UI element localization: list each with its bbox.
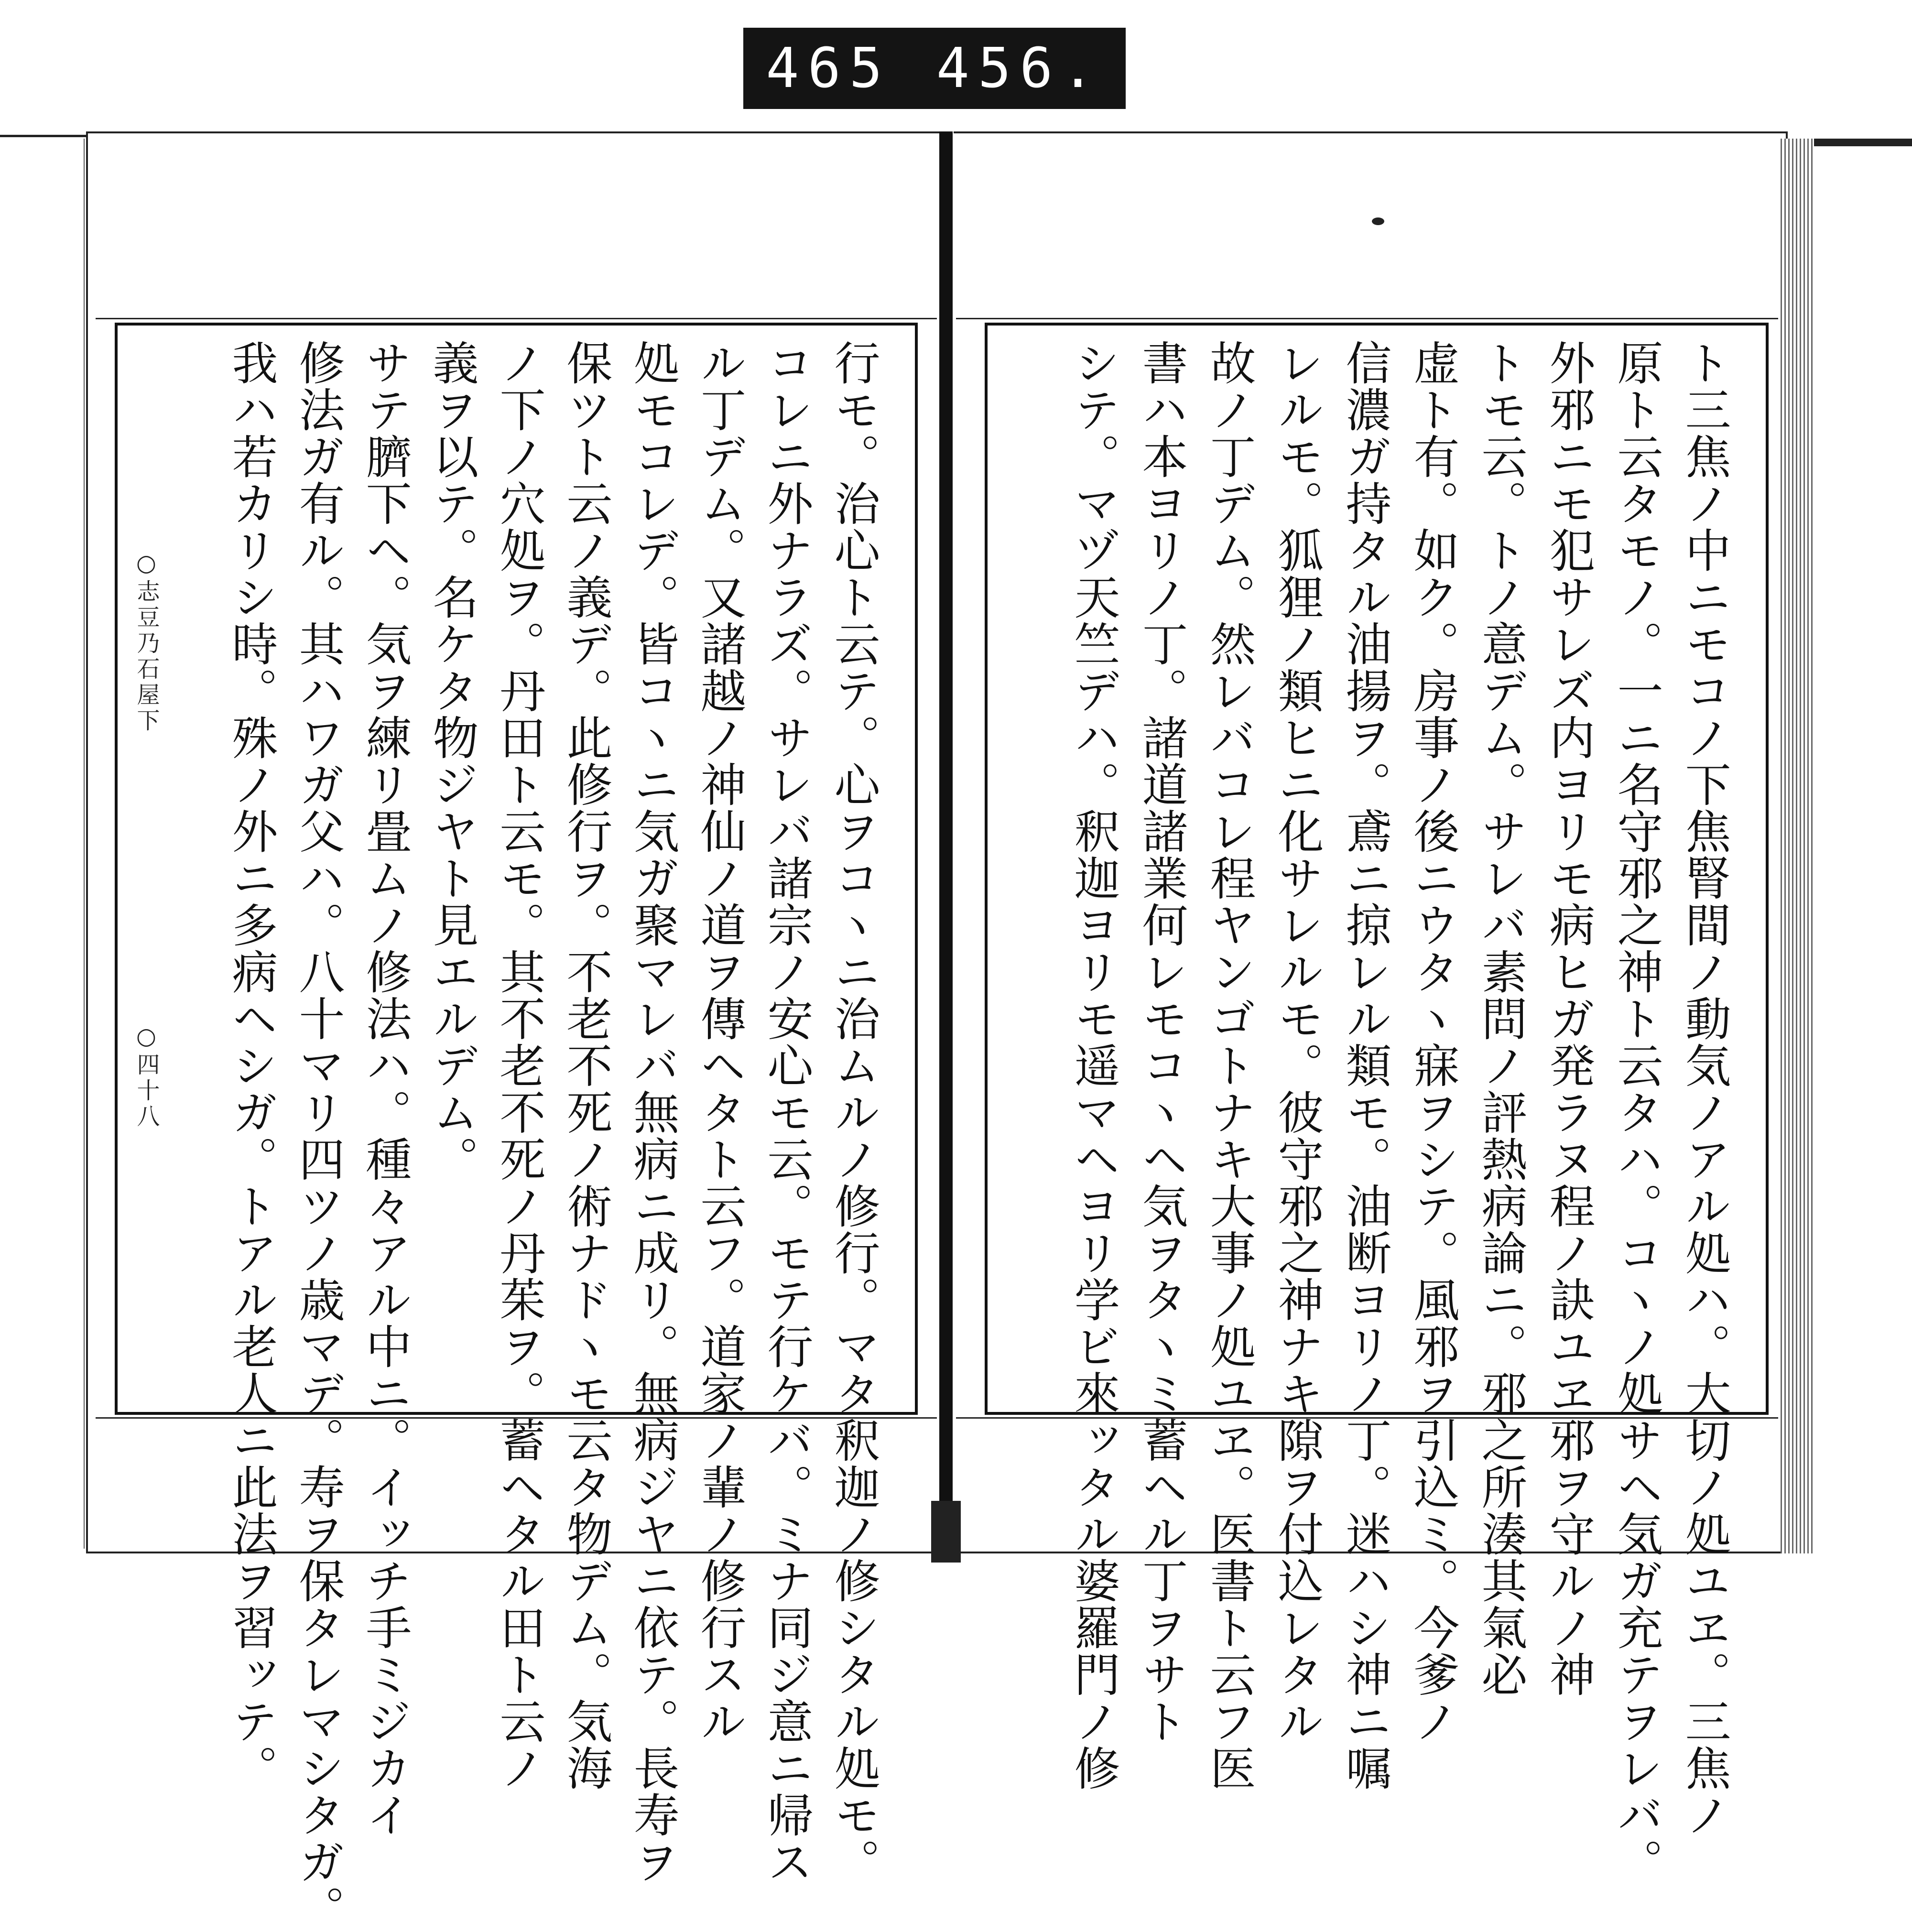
book-gutter-foot — [931, 1501, 961, 1563]
left-col-7: 義ヲ以テ。名ケタ物ジヤト見エルデム。 — [425, 339, 479, 1183]
left-col-10: 我ハ若カリシ時。殊ノ外ニ多病ヘシガ。トアル老人ニ此法ヲ習ッテ。 — [225, 339, 278, 1791]
right-col-7: レルモ。狐狸ノ類ヒニ化サレルモ。彼守邪之神ナキ隙ヲ付込レタル — [1271, 339, 1324, 1745]
left-col-4: 処モコレデ。皆コヽニ気ガ聚マレバ無病ニ成リ。無病ジヤニ依テ。長寿ヲ — [626, 339, 680, 1885]
left-col-1: 行モ。治心ト云テ。心ヲコヽニ治ムルノ修行。マタ釈迦ノ修シタル処モ。 — [827, 339, 880, 1885]
left-col-2: コレニ外ナラズ。サレバ諸宗ノ安心モ云。モテ行ケバ。ミナ同ジ意ニ帰ス — [760, 339, 814, 1885]
left-col-6: ノ下ノ穴処ヲ。丹田ト云モ。其不老不死ノ丹茱ヲ。蓄ヘタル田ト云ノ — [492, 339, 546, 1791]
left-col-8: サテ臍下ヘ。気ヲ練リ畳ムノ修法ハ。種々アル中ニ。イッチ手ミジカイ — [358, 339, 412, 1838]
right-col-3: 外邪ニモ犯サレズ内ヨリモ病ヒガ発ラヌ程ノ訣ユヱ邪ヲ守ルノ神 — [1542, 339, 1596, 1698]
right-col-5: 虚ト有。如ク。房事ノ後ニウタヽ寐ヲシテ。風邪ヲ引込ミ。今爹ノ — [1406, 339, 1460, 1745]
right-col-1: ト三焦ノ中ニモコノ下焦腎間ノ動気ノアル処ハ。大切ノ処ユヱ。三焦ノ — [1678, 339, 1731, 1838]
right-col-8: 故ノ丁デム。然レバコレ程ヤンゴトナキ大事ノ処ユヱ。医書ト云フ医 — [1203, 339, 1256, 1791]
right-col-6: 信濃ガ持タル油揚ヲ。鳶ニ掠レル類モ。油断ヨリノ丁。迷ハシ神ニ嘱 — [1338, 339, 1392, 1791]
right-top-line — [956, 318, 1778, 319]
left-top-line — [96, 318, 937, 319]
folio-number: ○四十八 — [133, 1023, 160, 1130]
left-col-9: 修法ガ有ル。其ハワガ父ハ。八十マリ四ツノ歳マデ。寿ヲ保タレマシタガ。 — [292, 339, 345, 1932]
right-col-9: 書ハ本ヨリノ丁。諸道諸業何レモコヽヘ気ヲタヽミ蓄ヘル丁ヲサト — [1135, 339, 1188, 1745]
right-col-4: トモ云。トノ意デム。サレバ素問ノ評熱病論ニ。邪之所湊其氣必 — [1474, 339, 1528, 1698]
page-edge-right — [1781, 139, 1814, 1553]
left-col-3: ル丁デム。又諸越ノ神仙ノ道ヲ傳ヘタト云フ。道家ノ輩ノ修行スル — [693, 339, 747, 1745]
ink-spot — [1372, 217, 1384, 225]
right-col-2: 原ト云タモノ。一ニ名守邪之神ト云タハ。コヽノ処サヘ気ガ充テヲレバ。 — [1610, 339, 1663, 1885]
book-gutter — [939, 131, 953, 1563]
left-col-5: 保ツト云ノ義デ。此修行ヲ。不老不死ノ術ナドヽモ云タ物デム。気海 — [559, 339, 613, 1791]
call-number-2: 456. — [936, 36, 1103, 100]
top-rule-right — [1807, 139, 1912, 146]
right-col-10: シテ。マヅ天竺デハ。釈迦ヨリモ遥マヘヨリ学ビ來ッタル婆羅門ノ修 — [1067, 339, 1120, 1791]
call-number-label — [743, 28, 1126, 109]
running-title: ○志豆乃石屋下 — [133, 550, 160, 734]
call-number-1: 465 — [766, 36, 891, 100]
